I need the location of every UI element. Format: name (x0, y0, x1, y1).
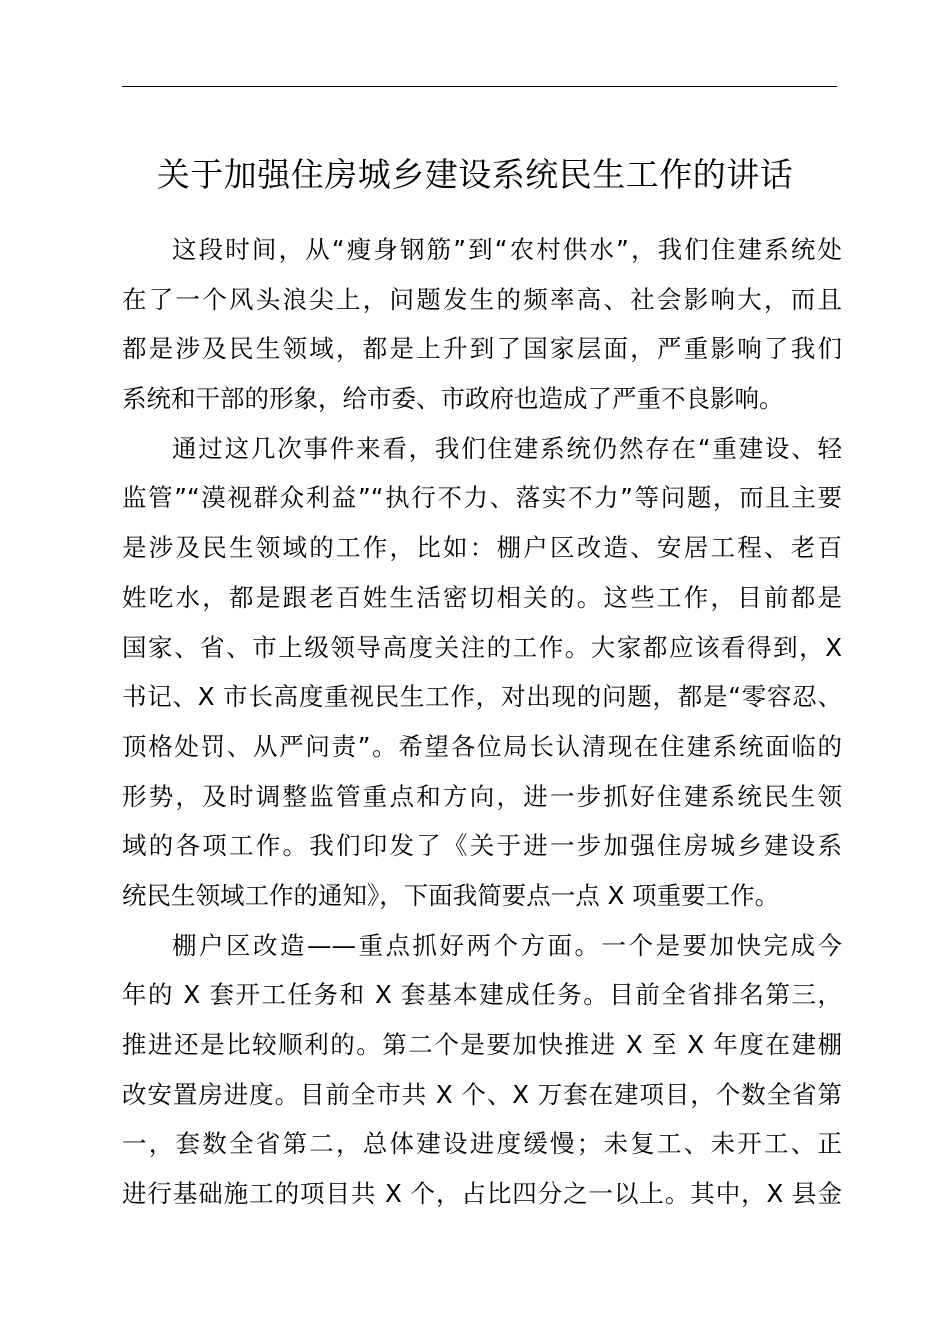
document-title: 关于加强住房城乡建设系统民生工作的讲话 (156, 155, 794, 194)
paragraph-1-line: 系统和干部的形象，给市委、市政府也造成了严重不良影响。 (122, 384, 784, 414)
paragraph-1-line: 这段时间，从“瘦身钢筋”到“农村供水”，我们住建系统处 (172, 235, 842, 264)
paragraph-1-line: 都是涉及民生领域，都是上升到了国家层面，严重影响了我们 (122, 334, 842, 364)
header-rule (122, 86, 837, 87)
paragraph-2-line: 书记、X 市长高度重视民生工作，对出现的问题，都是“零容忍、 (122, 682, 842, 712)
paragraph-2-line: 顶格处罚、从严问责”。希望各位局长认清现在住建系统面临的 (122, 731, 842, 761)
paragraph-2-line: 域的各项工作。我们印发了《关于进一步加强住房城乡建设系 (122, 831, 842, 861)
paragraph-2-line: 监管”“漠视群众利益”“执行不力、落实不力”等问题，而且主要 (122, 483, 842, 513)
paragraph-2-line: 通过这几次事件来看，我们住建系统仍然存在“重建设、轻 (172, 433, 842, 463)
paragraph-3-line: 推进还是比较顺利的。第二个是要加快推进 X 至 X 年度在建棚 (122, 1030, 842, 1059)
paragraph-3-line: 进行基础施工的项目共 X 个，占比四分之一以上。其中，X 县金 (122, 1179, 842, 1209)
document-body (122, 225, 842, 1219)
paragraph-2-line: 是涉及民生领域的工作，比如：棚户区改造、安居工程、老百 (122, 533, 842, 563)
paragraph-2-line: 姓吃水，都是跟老百姓生活密切相关的。这些工作，目前都是 (122, 582, 842, 612)
paragraph-3-line: 一，套数全省第二，总体建设进度缓慢；未复工、未开工、正 (122, 1129, 842, 1159)
paragraph-2-line: 形势，及时调整监管重点和方向，进一步抓好住建系统民生领 (122, 781, 842, 811)
paragraph-2-line: 统民生领域工作的通知》，下面我简要点一点 X 项重要工作。 (122, 880, 780, 910)
paragraph-3-line: 改安置房进度。目前全市共 X 个、X 万套在建项目，个数全省第 (122, 1079, 842, 1109)
paragraph-3-line: 年的 X 套开工任务和 X 套基本建成任务。目前全省排名第三， (122, 980, 842, 1010)
paragraph-3-line: 棚户区改造——重点抓好两个方面。一个是要加快完成今 (172, 930, 842, 960)
paragraph-1-line: 在了一个风头浪尖上，问题发生的频率高、社会影响大，而且 (122, 284, 842, 314)
paragraph-2-line: 国家、省、市上级领导高度关注的工作。大家都应该看得到，X (122, 632, 842, 662)
